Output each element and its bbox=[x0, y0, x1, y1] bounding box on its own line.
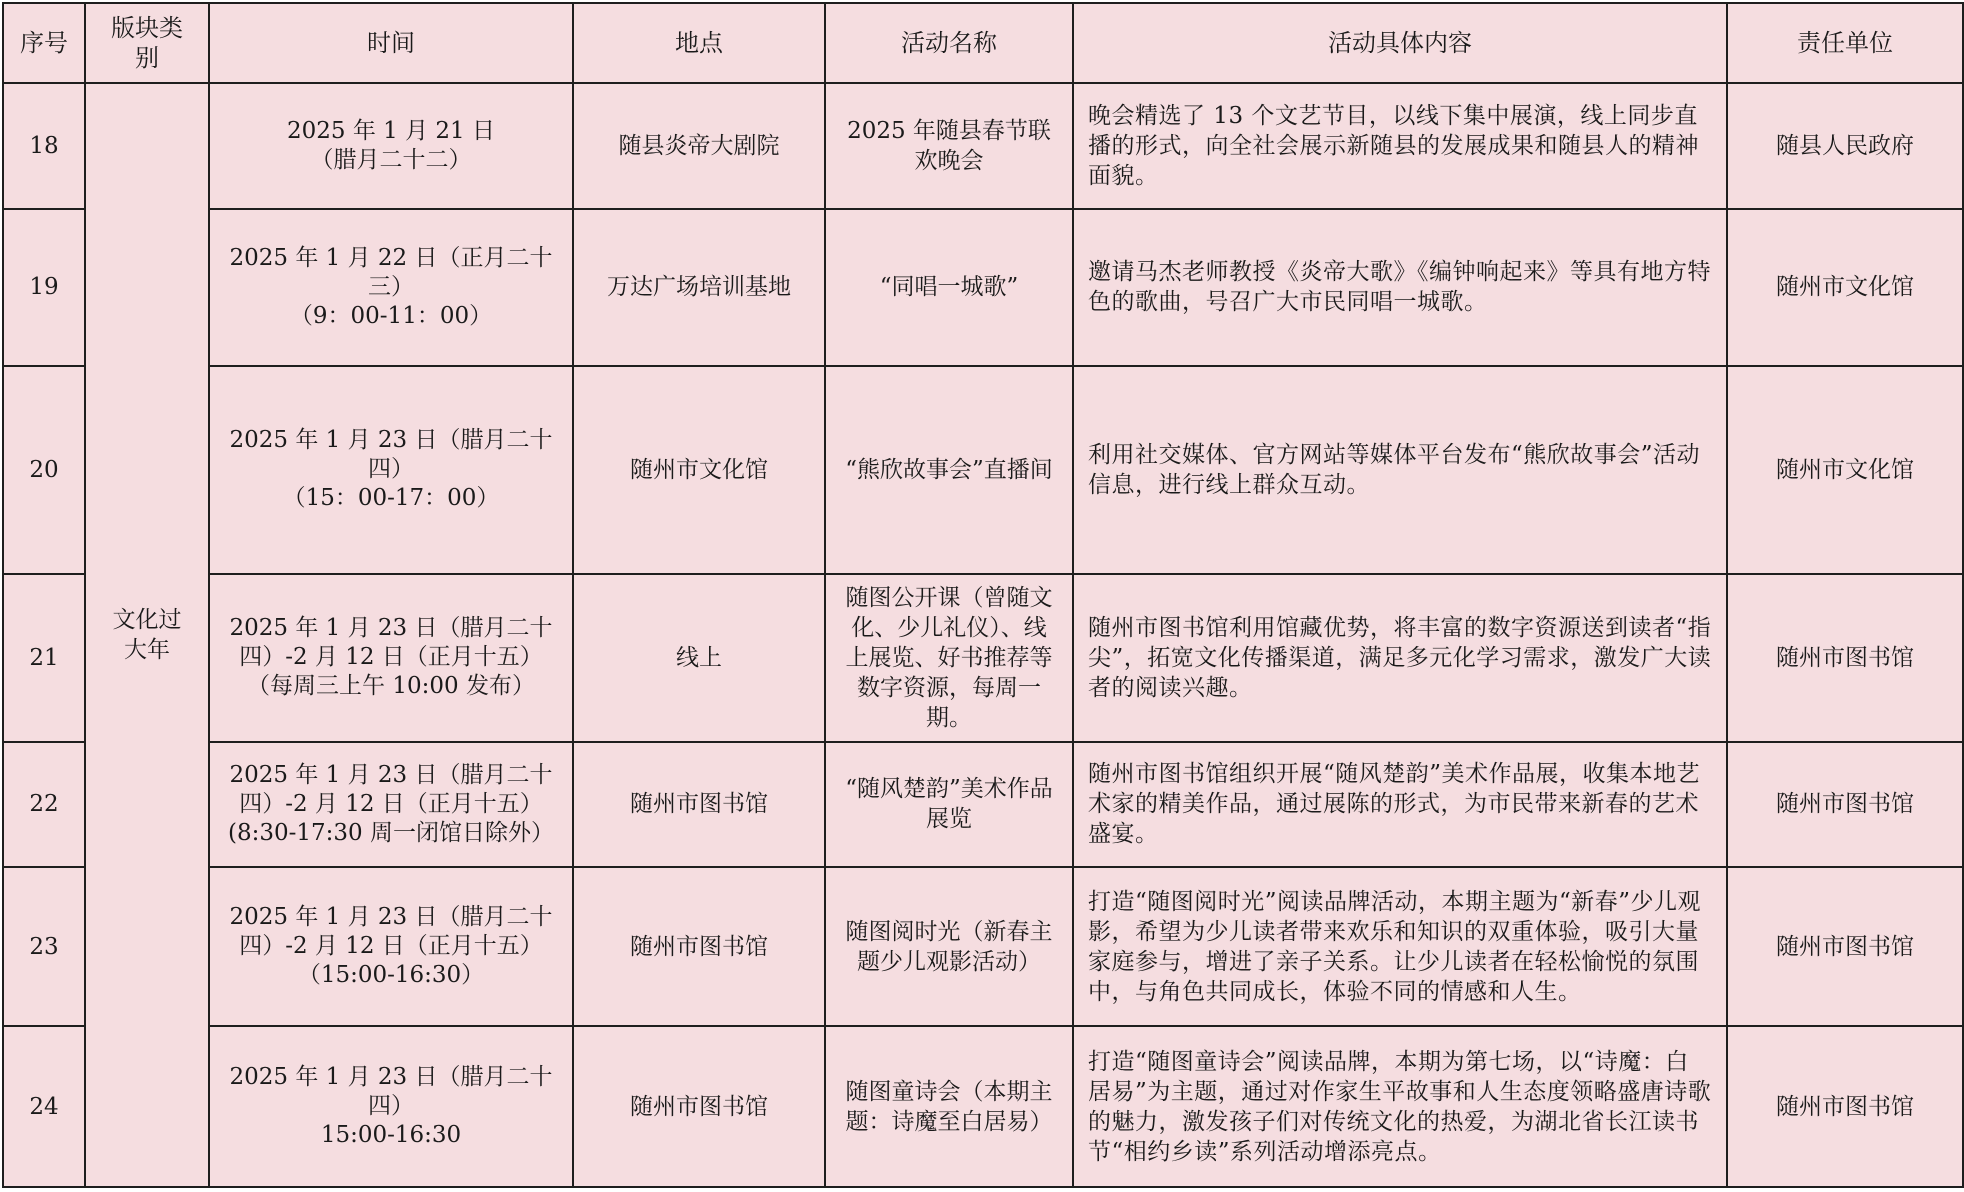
row-index: 20 bbox=[3, 366, 85, 574]
table-row bbox=[3, 1026, 1963, 1187]
header-category: 版块类别 bbox=[85, 3, 209, 83]
row-activity-content: 邀请马杰老师教授《炎帝大歌》《编钟响起来》等具有地方特色的歌曲，号召广大市民同唱一城歌。 bbox=[1073, 209, 1727, 366]
header-time: 时间 bbox=[209, 3, 573, 83]
row-activity-name: “同唱一城歌” bbox=[825, 209, 1073, 366]
row-activity-content: 随州市图书馆组织开展“随风楚韵”美术作品展，收集本地艺术家的精美作品，通过展陈的形式，为市民带来新春的艺术盛宴。 bbox=[1073, 742, 1727, 868]
row-responsible-unit: 随州市文化馆 bbox=[1727, 366, 1963, 574]
table-row bbox=[3, 366, 1963, 574]
header-location: 地点 bbox=[573, 3, 825, 83]
row-responsible-unit: 随州市图书馆 bbox=[1727, 742, 1963, 868]
row-time-text: 2025 年 1 月 23 日（腊月二十四）-2 月 12 日（正月十五） (8:30-17:30 周一闭馆日除外） bbox=[228, 761, 554, 846]
row-activity-content: 随州市图书馆利用馆藏优势，将丰富的数字资源送到读者“指尖”，拓宽文化传播渠道，满足多元化学习需求，激发广大读者的阅读兴趣。 bbox=[1073, 574, 1727, 742]
row-activity-name: 随图童诗会（本期主题：诗魔至白居易） bbox=[825, 1026, 1073, 1187]
row-responsible-unit: 随州市图书馆 bbox=[1727, 574, 1963, 742]
row-activity-content: 打造“随图童诗会”阅读品牌，本期为第七场，以“诗魔：白居易”为主题，通过对作家生平故事和人生态度领略盛唐诗歌的魅力，激发孩子们对传统文化的热爱，为湖北省长江读书节“相约乡读”系列活动增添亮点。 bbox=[1073, 1026, 1727, 1187]
activity-schedule-table bbox=[2, 2, 1964, 1188]
row-time bbox=[209, 742, 573, 868]
row-time bbox=[209, 366, 573, 574]
row-responsible-unit: 随县人民政府 bbox=[1727, 83, 1963, 209]
table-row bbox=[3, 867, 1963, 1026]
category-cell: 文化过大年 bbox=[85, 83, 209, 1187]
row-activity-content: 利用社交媒体、官方网站等媒体平台发布“熊欣故事会”活动信息，进行线上群众互动。 bbox=[1073, 366, 1727, 574]
row-time bbox=[209, 209, 573, 366]
row-time-text: 2025 年 1 月 23 日（腊月二十四） （15：00-17：00） bbox=[229, 427, 553, 512]
row-index: 18 bbox=[3, 83, 85, 209]
row-activity-name: 随图公开课（曾随文化、少儿礼仪）、线上展览、好书推荐等数字资源，每周一期。 bbox=[825, 574, 1073, 742]
row-time bbox=[209, 867, 573, 1026]
row-time-text: 2025 年 1 月 23 日（腊月二十四）-2 月 12 日（正月十五） （每周三上午 10:00 发布） bbox=[229, 615, 553, 700]
row-location: 随县炎帝大剧院 bbox=[573, 83, 825, 209]
row-responsible-unit: 随州市文化馆 bbox=[1727, 209, 1963, 366]
row-time-text: 2025 年 1 月 23 日（腊月二十四） 15:00-16:30 bbox=[229, 1064, 553, 1149]
row-responsible-unit: 随州市图书馆 bbox=[1727, 1026, 1963, 1187]
table-row bbox=[3, 574, 1963, 742]
row-location: 线上 bbox=[573, 574, 825, 742]
table-row bbox=[3, 83, 1963, 209]
row-time-text: 2025 年 1 月 22 日（正月二十三） （9：00-11：00） bbox=[229, 244, 553, 329]
header-index: 序号 bbox=[3, 3, 85, 83]
row-activity-content: 晚会精选了 13 个文艺节目，以线下集中展演，线上同步直播的形式，向全社会展示新随县的发展成果和随县人的精神面貌。 bbox=[1073, 83, 1727, 209]
row-responsible-unit: 随州市图书馆 bbox=[1727, 867, 1963, 1026]
row-activity-name: “随风楚韵”美术作品展览 bbox=[825, 742, 1073, 868]
row-activity-content: 打造“随图阅时光”阅读品牌活动，本期主题为“新春”少儿观影，希望为少儿读者带来欢乐和知识的双重体验，吸引大量家庭参与，增进了亲子关系。让少儿读者在轻松愉悦的氛围中，与角色共同成长，体验不同的情感和人生。 bbox=[1073, 867, 1727, 1026]
table-row bbox=[3, 209, 1963, 366]
row-location: 随州市图书馆 bbox=[573, 742, 825, 868]
row-location: 随州市图书馆 bbox=[573, 1026, 825, 1187]
row-location: 随州市文化馆 bbox=[573, 366, 825, 574]
row-activity-name: “熊欣故事会”直播间 bbox=[825, 366, 1073, 574]
row-index: 24 bbox=[3, 1026, 85, 1187]
row-index: 21 bbox=[3, 574, 85, 742]
row-location: 随州市图书馆 bbox=[573, 867, 825, 1026]
header-row bbox=[3, 3, 1963, 83]
row-activity-name: 2025 年随县春节联欢晚会 bbox=[825, 83, 1073, 209]
row-time bbox=[209, 1026, 573, 1187]
row-activity-name: 随图阅时光（新春主题少儿观影活动） bbox=[825, 867, 1073, 1026]
header-activity-name: 活动名称 bbox=[825, 3, 1073, 83]
row-index: 23 bbox=[3, 867, 85, 1026]
row-index: 19 bbox=[3, 209, 85, 366]
table-row bbox=[3, 742, 1963, 868]
header-activity-content: 活动具体内容 bbox=[1073, 3, 1727, 83]
row-time bbox=[209, 574, 573, 742]
row-time-text: 2025 年 1 月 21 日 （腊月二十二） bbox=[287, 117, 495, 173]
row-time-text: 2025 年 1 月 23 日（腊月二十四）-2 月 12 日（正月十五） （15:00-16:30） bbox=[229, 904, 553, 989]
header-responsible-unit: 责任单位 bbox=[1727, 3, 1963, 83]
row-time bbox=[209, 83, 573, 209]
row-location: 万达广场培训基地 bbox=[573, 209, 825, 366]
row-index: 22 bbox=[3, 742, 85, 868]
